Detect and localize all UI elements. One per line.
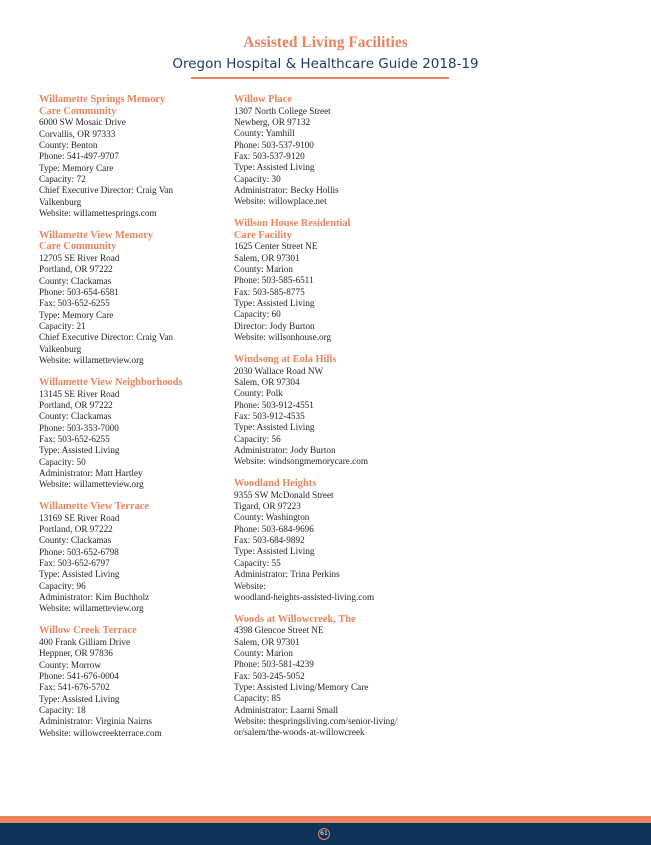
facility-detail-line: 2030 Wallace Road NW: [234, 365, 324, 376]
facility-detail-line: Administrator: Matt Hartley: [39, 467, 143, 478]
facility-detail-line: County: Benton: [39, 139, 98, 150]
facility-detail-line: Phone: 503-652-6798: [39, 546, 119, 557]
facility-detail-line: Website: willametteview.org: [39, 603, 144, 614]
facility-detail-line: Fax: 503-684-9892: [234, 535, 305, 546]
facility-detail-line: Heppner, OR 97836: [39, 648, 113, 659]
facility-detail-line: 12705 SE River Road: [39, 252, 120, 263]
facility-detail-line: Capacity: 55: [234, 557, 281, 568]
facility-detail-line: Phone: 503-585-6511: [234, 275, 314, 286]
facility-detail-line: Capacity: 96: [39, 580, 86, 591]
facility-name: Woodland Heights: [234, 478, 317, 490]
facility-detail-line: 6000 SW Mosaic Drive: [39, 117, 126, 128]
facility-detail-line: Newberg, OR 97132: [234, 116, 311, 127]
facility-detail-line: Portland, OR 97222: [39, 264, 113, 275]
facility-detail-line: Salem, OR 97304: [234, 376, 300, 387]
facility-detail-line: Phone: 541-676-0004: [39, 670, 119, 681]
facility-detail-line: Type: Memory Care: [39, 162, 114, 173]
facility-detail-line: County: Washington: [234, 512, 310, 523]
facility-detail-line: Type: Assisted Living: [234, 162, 315, 173]
facility-detail-line: Phone: 503-654-6581: [39, 287, 119, 297]
facility-detail-line: Capacity: 50: [39, 456, 86, 467]
facility-name: Woods at Willowcreek, The: [234, 613, 356, 625]
page-title: Assisted Living Facilities: [243, 34, 408, 51]
facility-entry: [234, 614, 434, 739]
facility-detail-line: County: Yamhill: [234, 128, 295, 139]
facility-detail-line: Capacity: 21: [39, 321, 86, 332]
facility-detail-line: Chief Executive Director: Craig Van Valkenburg: [39, 185, 174, 207]
facility-detail-line: County: Marion: [234, 264, 293, 275]
facility-detail-line: Phone: 503-353-7000: [39, 422, 119, 433]
facility-detail-line: Portland, OR 97222: [39, 524, 113, 535]
facility-detail-line: Phone: 503-684-9696: [234, 523, 314, 534]
facility-detail-line: County: Clackamas: [39, 275, 112, 286]
facility-detail-line: Fax: 503-537-9120: [234, 150, 305, 161]
facility-detail-line: Type: Assisted Living/Memory Care: [234, 682, 369, 692]
facility-detail-line: Administrator: Trina Perkins: [234, 569, 340, 580]
facility-detail-line: Administrator: Becky Hollis: [234, 185, 339, 195]
facility-detail-line: Capacity: 18: [39, 704, 86, 715]
facility-entry: [234, 94, 434, 208]
facility-entry: [39, 94, 229, 219]
facility-detail-line: Portland, OR 97222: [39, 399, 113, 410]
facility-name: Willamette View Neighborhoods: [39, 376, 183, 388]
left-column: [39, 94, 229, 749]
facility-entry: [39, 501, 229, 615]
facility-detail-line: Phone: 503-912-4551: [234, 399, 314, 410]
facility-detail-line: Type: Memory Care: [39, 309, 114, 320]
facility-detail-line: Website: willametteview.org: [39, 479, 144, 490]
facility-detail-line: Type: Assisted Living: [234, 298, 315, 309]
facility-detail-line: Chief Executive Director: Craig Van Valkenburg: [39, 332, 174, 354]
facility-detail-line: Fax: 503-652-6255: [39, 298, 110, 309]
facility-details: [234, 241, 434, 343]
facility-detail-line: Fax: 503-652-6255: [39, 433, 110, 444]
facility-detail-line: Phone: 503-537-9100: [234, 139, 314, 150]
facility-detail-line: Capacity: 60: [234, 309, 281, 320]
facility-detail-line: Tigard, OR 97223: [234, 501, 301, 512]
facility-detail-line: Website: thespringsliving.com/senior-living/ or/salem/the-woods-at-willowcreek: [234, 716, 398, 738]
facility-detail-line: Administrator: Kim Buchholz: [39, 592, 150, 603]
facility-detail-line: 4398 Glencoe Street NE: [234, 625, 324, 636]
facility-detail-line: Director: Jody Burton: [234, 320, 315, 331]
footer-stripe: [0, 816, 651, 823]
facility-detail-line: 9355 SW McDonald Street: [234, 489, 334, 500]
facility-detail-line: Fax: 503-585-8775: [234, 286, 305, 297]
facility-detail-line: Fax: 503-912-4535: [234, 410, 305, 421]
facility-detail-line: County: Polk: [234, 388, 283, 399]
facility-detail-line: Website: woodland-heights-assisted-living.com: [234, 580, 375, 602]
facility-detail-line: Fax: 503-652-6797: [39, 558, 110, 569]
facility-detail-line: Type: Assisted Living: [39, 445, 120, 456]
facility-detail-line: Website: willsonhouse.org: [234, 332, 332, 343]
title-divider: [191, 77, 449, 79]
facility-detail-line: Fax: 503-245-5052: [234, 670, 305, 681]
facility-detail-line: 13145 SE River Road: [39, 388, 120, 399]
right-column: [234, 94, 434, 749]
facility-detail-line: Corvallis, OR 97333: [39, 128, 116, 139]
facility-entry: [39, 377, 229, 491]
facility-name: Willow Place: [234, 94, 292, 105]
facility-detail-line: Website: willametteview.org: [39, 355, 144, 366]
facility-detail-line: Type: Assisted Living: [39, 569, 120, 580]
facility-detail-line: Website: willowplace.net: [234, 196, 327, 207]
facility-detail-line: 13169 SE River Road: [39, 512, 120, 523]
facility-details: [234, 106, 434, 208]
facility-detail-line: Administrator: Virginia Nairns: [39, 716, 152, 727]
facility-detail-line: Capacity: 85: [234, 693, 281, 704]
facility-detail-line: County: Marion: [234, 647, 293, 658]
facility-details: [234, 625, 434, 738]
facility-detail-line: 1625 Center Street NE: [234, 241, 318, 252]
page-subtitle: Oregon Hospital & Healthcare Guide 2018-19: [172, 56, 479, 72]
facility-detail-line: Website: willowcreekterrace.com: [39, 727, 162, 738]
facility-detail-line: Type: Assisted Living: [234, 422, 315, 433]
facility-detail-line: Salem, OR 97301: [234, 636, 300, 647]
facility-details: [234, 490, 434, 603]
facility-detail-line: 1307 North College Street: [234, 105, 331, 116]
facility-details: [39, 253, 229, 366]
facility-detail-line: Capacity: 56: [234, 433, 281, 444]
facility-detail-line: Phone: 503-581-4239: [234, 659, 314, 670]
facility-detail-line: Administrator: Jody Burton: [234, 444, 336, 455]
facility-detail-line: Type: Assisted Living: [234, 546, 315, 557]
facility-name: Willamette Springs Memory Care Community: [39, 94, 166, 117]
facility-detail-line: Capacity: 30: [234, 173, 281, 184]
facility-detail-line: Type: Assisted Living: [39, 693, 120, 704]
facility-details: [234, 366, 434, 468]
facility-detail-line: Salem, OR 97301: [234, 252, 300, 263]
facility-detail-line: Website: windsongmemorycare.com: [234, 456, 368, 467]
facility-details: [39, 637, 229, 739]
facility-name: Willow Creek Terrace: [39, 625, 137, 637]
facility-entry: [39, 230, 229, 367]
facility-detail-line: Phone: 541-497-9707: [39, 151, 119, 162]
facility-name: Willamette View Terrace: [39, 501, 150, 513]
facility-detail-line: Website: willamettesprings.com: [39, 207, 157, 218]
facility-details: [39, 389, 229, 491]
facility-detail-line: 400 Frank Gilliam Drive: [39, 636, 131, 647]
facility-entry: [234, 218, 434, 343]
facility-name: Willson House Residential Care Facility: [234, 218, 351, 241]
facility-name: Willamette View Memory Care Community: [39, 229, 154, 253]
facility-details: [39, 513, 229, 615]
facility-detail-line: County: Clackamas: [39, 535, 112, 546]
page-number: 61: [318, 828, 330, 840]
facility-detail-line: County: Clackamas: [39, 411, 112, 422]
facility-entry: [234, 478, 434, 603]
facility-detail-line: Capacity: 72: [39, 173, 86, 184]
facility-name: Windsong at Eola Hills: [234, 353, 337, 365]
facility-details: [39, 117, 229, 219]
facility-entry: [39, 625, 229, 739]
facility-entry: [234, 354, 434, 468]
facility-detail-line: Administrator: Laarni Small: [234, 704, 339, 715]
facility-detail-line: Fax: 541-676-5702: [39, 682, 110, 693]
facility-detail-line: County: Morrow: [39, 659, 102, 670]
